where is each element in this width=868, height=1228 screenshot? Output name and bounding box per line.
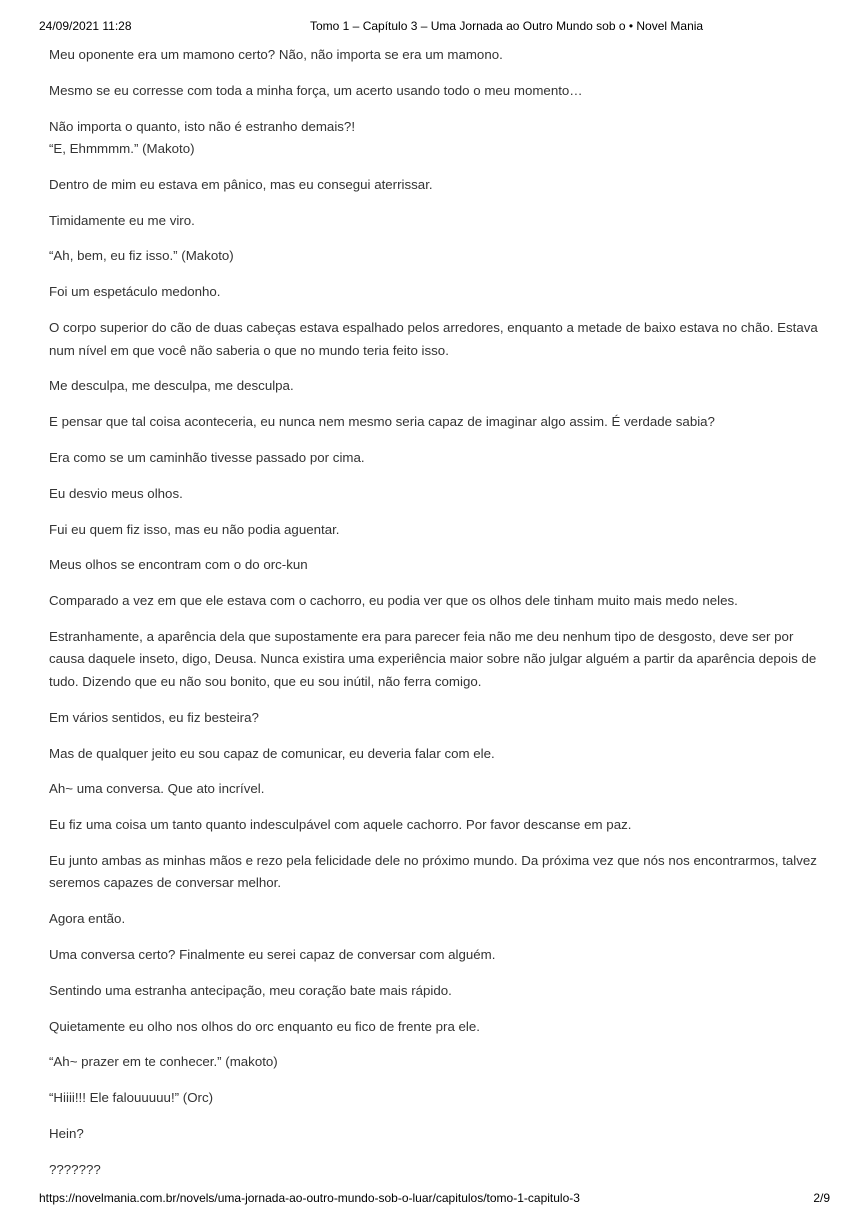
paragraph: Meus olhos se encontram com o do orc-kun	[49, 557, 308, 573]
paragraph: Em vários sentidos, eu fiz besteira?	[49, 709, 259, 725]
print-date: 24/09/2021 11:28	[39, 19, 132, 33]
paragraph: Foi um espetáculo medonho.	[49, 284, 221, 300]
paragraph: Fui eu quem fiz isso, mas eu não podia aguentar.	[49, 521, 340, 537]
paragraph: Mesmo se eu corresse com toda a minha força, um acerto usando todo o meu momento…	[49, 82, 583, 98]
page-title: Tomo 1 – Capítulo 3 – Uma Jornada ao Outro Mundo sob o • Novel Mania	[310, 19, 704, 33]
paragraph: “Hiiii!!! Ele falouuuuu!” (Orc)	[49, 1090, 214, 1106]
paragraph: Ah~ uma conversa. Que ato incrível.	[49, 781, 265, 797]
paragraph: E pensar que tal coisa aconteceria, eu nunca nem mesmo seria capaz de imaginar algo assim. É verdade sabia?	[49, 414, 715, 430]
paragraph: Dentro de mim eu estava em pânico, mas eu consegui aterrissar.	[49, 176, 433, 192]
paragraph: Meu oponente era um mamono certo? Não, não importa se era um mamono.	[49, 47, 503, 62]
paragraph: Me desculpa, me desculpa, me desculpa.	[49, 378, 294, 394]
paragraph: Agora então.	[49, 911, 126, 927]
paragraph: Mas de qualquer jeito eu sou capaz de comunicar, eu deveria falar com ele.	[49, 745, 495, 761]
paragraph: Eu fiz uma coisa um tanto quanto indesculpável com aquele cachorro. Por favor descanse em paz.	[49, 817, 632, 833]
paragraph: Uma conversa certo? Finalmente eu serei capaz de conversar com alguém.	[49, 947, 496, 963]
page-number: 2/9	[813, 1191, 830, 1205]
paragraph: Eu junto ambas as minhas mãos e rezo pela felicidade dele no próximo mundo. Da próxima vez que nós nos encontrarmos, talvez seremos capazes de conversar melhor.	[49, 852, 817, 891]
paragraph: Estranhamente, a aparência dela que supostamente era para parecer feia não me deu nenhum tipo de desgosto, deve ser por causa daquele inseto, digo, Deusa. Nunca existira uma experiência maior sobre não julgar alguém a partir da aparência depois de tudo. Dizendo que eu não sou bonito, que eu sou inútil, não ferra comigo.	[49, 628, 817, 689]
paragraph: “Ah~ prazer em te conhecer.” (makoto)	[49, 1054, 278, 1070]
paragraph: O corpo superior do cão de duas cabeças estava espalhado pelos arredores, enquanto a metade de baixo estava no chão. Estava num nível em que você não saberia o que no mundo teria feito isso.	[49, 320, 818, 358]
paragraph: Timidamente eu me viro.	[49, 212, 195, 228]
paragraph: “Ah, bem, eu fiz isso.” (Makoto)	[49, 248, 234, 264]
paragraph: Quietamente eu olho nos olhos do orc enquanto eu fico de frente pra ele.	[49, 1018, 480, 1034]
paragraph: ???????	[49, 1161, 101, 1177]
paragraph: Era como se um caminhão tivesse passado por cima.	[49, 449, 365, 465]
chapter-text	[49, 44, 819, 1195]
paragraph: Eu desvio meus olhos.	[49, 485, 183, 501]
paragraph: Não importa o quanto, isto não é estranho demais?!	[49, 118, 356, 134]
page-url: https://novelmania.com.br/novels/uma-jornada-ao-outro-mundo-sob-o-luar/capitulos/tomo-1-capitulo-3	[39, 1191, 580, 1205]
paragraph: Sentindo uma estranha antecipação, meu coração bate mais rápido.	[49, 982, 452, 998]
paragraph: Comparado a vez em que ele estava com o cachorro, eu podia ver que os olhos dele tinham muito mais medo neles.	[49, 593, 738, 609]
paragraph: “E, Ehmmmm.” (Makoto)	[49, 141, 195, 157]
paragraph: Hein?	[49, 1126, 84, 1142]
